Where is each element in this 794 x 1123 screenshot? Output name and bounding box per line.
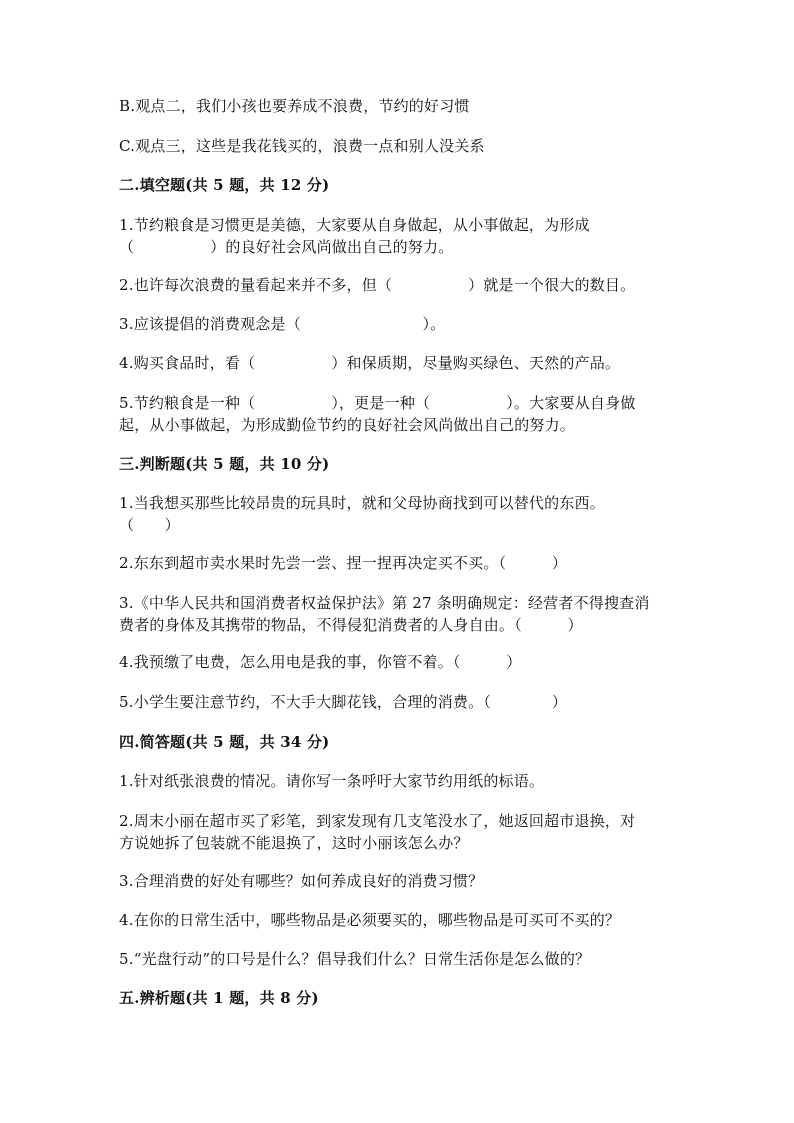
short-q1: 1.针对纸张浪费的情况。请你写一条呼吁大家节约用纸的标语。 [119, 772, 545, 790]
fill-q1-line2: （ ）的良好社会风尚做出自己的努力。 [119, 238, 454, 256]
section-2-heading: 二.填空题(共 5 题，共 12 分) [119, 176, 330, 194]
judge-q3-line2: 费者的身体及其携带的物品，不得侵犯消费者的人身自由。（ ） [119, 616, 583, 634]
fill-q5-line2: 起，从小事做起，为形成勤俭节约的良好社会风尚做出自己的努力。 [119, 416, 576, 434]
fill-q1-line1: 1.节约粮食是习惯更是美德，大家要从自身做起，从小事做起，为形成 [119, 216, 590, 234]
fill-q3: 3.应该提倡的消费观念是（ ）。 [119, 315, 446, 333]
judge-q1-line1: 1.当我想买那些比较昂贵的玩具时，就和父母协商找到可以替代的东西。 [119, 494, 605, 512]
option-c: C.观点三，这些是我花钱买的，浪费一点和别人没关系 [119, 137, 485, 155]
fill-q5-line1: 5.节约粮食是一种（ ），更是一种（ ）。大家要从自身做 [119, 394, 636, 412]
short-q4: 4.在你的日常生活中，哪些物品是必须要买的，哪些物品是可买可不买的？ [119, 911, 621, 929]
section-5-heading: 五.辨析题(共 1 题，共 8 分) [119, 989, 319, 1007]
short-q5: 5.“光盘行动”的口号是什么？倡导我们什么？日常生活你是怎么做的？ [119, 950, 591, 968]
judge-q3-line1: 3.《中华人民共和国消费者权益保护法》第 27 条明确规定：经营者不得搜查消 [119, 594, 650, 612]
judge-q5: 5.小学生要注意节约，不大手大脚花钱，合理的消费。（ ） [119, 693, 568, 711]
fill-q2: 2.也许每次浪费的量看起来并不多，但（ ）就是一个很大的数目。 [119, 276, 636, 294]
section-4-heading: 四.简答题(共 5 题，共 34 分) [119, 733, 330, 751]
judge-q1-line2: （ ） [119, 516, 180, 534]
short-q3: 3.合理消费的好处有哪些？如何养成良好的消费习惯？ [119, 872, 484, 890]
judge-q2: 2.东东到超市卖水果时先尝一尝、捏一捏再决定买不买。（ ） [119, 554, 568, 572]
section-3-heading: 三.判断题(共 5 题，共 10 分) [119, 455, 330, 473]
short-q2-line2: 方说她拆了包装就不能退换了，这时小丽该怎么办？ [119, 834, 469, 852]
short-q2-line1: 2.周末小丽在超市买了彩笔，到家发现有几支笔没水了，她返回超市退换，对 [119, 812, 636, 830]
fill-q4: 4.购买食品时，看（ ）和保质期，尽量购买绿色、天然的产品。 [119, 354, 621, 372]
option-b: B.观点二，我们小孩也要养成不浪费，节约的好习惯 [119, 97, 470, 115]
judge-q4: 4.我预缴了电费，怎么用电是我的事，你管不着。（ ） [119, 653, 522, 671]
